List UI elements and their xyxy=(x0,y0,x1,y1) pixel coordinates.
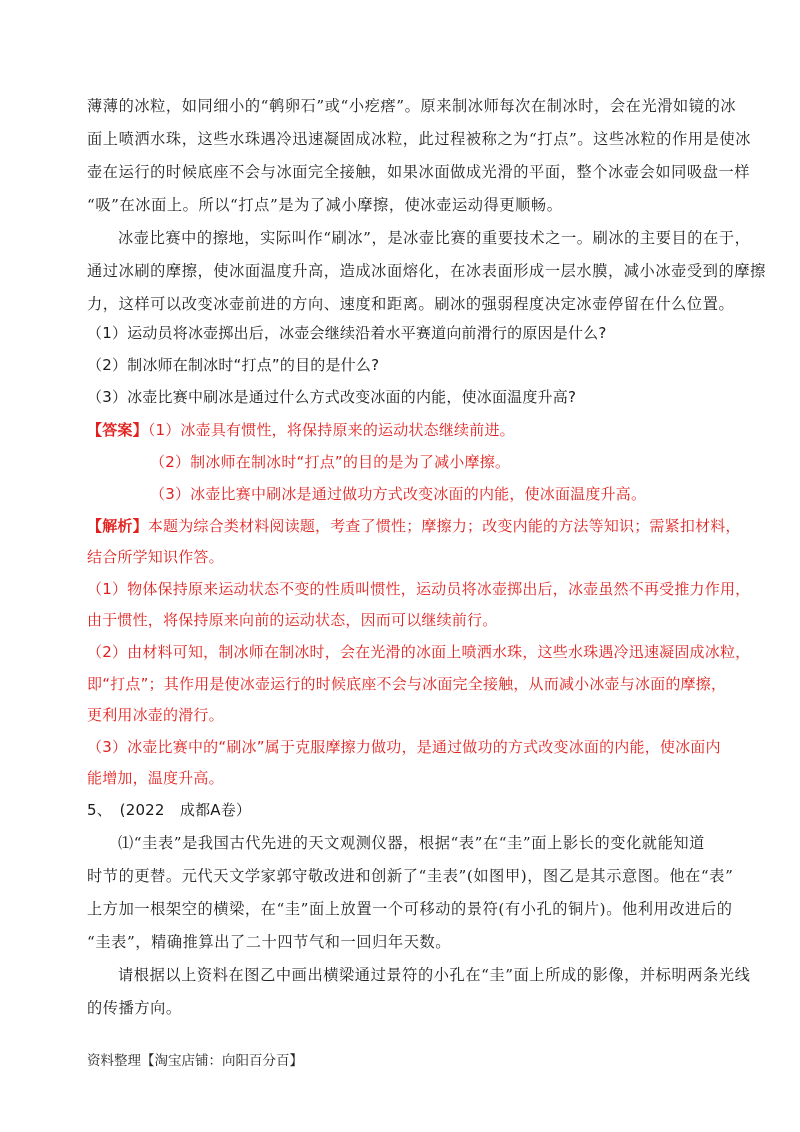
analysis-intro-line: 结合所学知识作答。 xyxy=(87,548,224,566)
passage-line: 通过冰刷的摩擦，使冰面温度升高，造成冰面熔化，在冰表面形成一层水膜，减小冰壶受到的摩擦 xyxy=(87,262,766,280)
q5-instruction-line: 请根据以上资料在图乙中画出横梁通过景符的小孔在“圭”面上所成的影像，并标明两条光线 xyxy=(118,966,751,984)
q5-passage-line: “圭表”，精确推算出了二十四节气和一回归年天数。 xyxy=(87,933,452,951)
q5-instruction-line: 的传播方向。 xyxy=(87,999,182,1017)
page-footer: 资料整理【淘宝店铺：向阳百分百】 xyxy=(87,1053,303,1069)
analysis-block xyxy=(87,515,741,537)
question-3: （3）冰壶比赛中刷冰是通过什么方式改变冰面的内能，使冰面温度升高? xyxy=(87,388,577,406)
passage-line: 冰壶比赛中的擦地，实际叫作“刷冰”，是冰壶比赛的重要技术之一。刷冰的主要目的在于， xyxy=(118,229,751,247)
q5-passage-line: 上方加一根架空的横梁，在“圭”面上放置一个可移动的景符(有小孔的铜片)。他利用改进后的 xyxy=(87,900,733,918)
analysis-part3-line: （3）冰壶比赛中的“刷冰”属于克服摩擦力做功，是通过做功的方式改变冰面的内能，使冰面内 xyxy=(87,738,721,756)
passage-line: 壶在运行的时候底座不会与冰面完全接触，如果冰面做成光滑的平面，整个冰壶会如同吸盘一样 xyxy=(87,163,751,181)
analysis-tag: 【解析】 xyxy=(87,517,148,535)
question-5-header: 5、 (2022 成都A卷） xyxy=(87,801,252,819)
analysis-part1-line: （1）物体保持原来运动状态不变的性质叫惯性，运动员将冰壶掷出后，冰壶虽然不再受推力作用， xyxy=(87,580,751,598)
passage-line: “吸”在冰面上。所以“打点”是为了减小摩擦，使冰壶运动得更顺畅。 xyxy=(87,196,563,214)
analysis-intro-line: 本题为综合类材料阅读题，考查了惯性；摩擦力；改变内能的方法等知识；需紧扣材料， xyxy=(147,517,741,535)
passage-line: 力，这样可以改变冰壶前进的方向、速度和距离。刷冰的强弱程度决定冰壶停留在什么位置。 xyxy=(87,295,735,313)
analysis-part1-line: 由于惯性，将保持原来向前的运动状态，因而可以继续前行。 xyxy=(87,611,498,629)
passage-line: 薄薄的冰粒，如同细小的“鹌卵石”或“小疙瘩”。原来制冰师每次在制冰时，会在光滑如镜的冰 xyxy=(87,97,737,115)
analysis-part3-line: 能增加，温度升高。 xyxy=(87,769,224,787)
question-2: （2）制冰师在制冰时“打点”的目的是什么? xyxy=(87,356,380,374)
analysis-part2-line: 更利用冰壶的滑行。 xyxy=(87,706,224,724)
question-1: （1）运动员将冰壶掷出后，冰壶会继续沿着水平赛道向前滑行的原因是什么? xyxy=(87,324,607,342)
analysis-part2-line: 即“打点”；其作用是使冰壶运行的时候底座不会与冰面完全接触，从而减小冰壶与冰面的摩擦， xyxy=(87,675,727,693)
q5-passage-line: 时节的更替。元代天文学家郭守敬改进和创新了“圭表”(如图甲)，图乙是其示意图。他在“表” xyxy=(87,867,734,885)
answer-item-1: （1）冰壶具有惯性，将保持原来的运动状态继续前进。 xyxy=(147,421,515,439)
answer-block xyxy=(87,419,515,441)
analysis-part2-line: （2）由材料可知，制冰师在制冰时，会在光滑的冰面上喷洒水珠，这些水珠遇冷迅速凝固成冰粒， xyxy=(87,643,751,661)
answer-tag: 【答案】 xyxy=(87,421,148,439)
answer-item-2: （2）制冰师在制冰时“打点”的目的是为了减小摩擦。 xyxy=(150,453,511,471)
q5-passage-line: ⑴“圭表”是我国古代先进的天文观测仪器，根据“表”在“圭”面上影长的变化就能知道 xyxy=(118,834,705,852)
answer-item-3: （3）冰壶比赛中刷冰是通过做功方式改变冰面的内能，使冰面温度升高。 xyxy=(150,485,647,503)
passage-line: 面上喷洒水珠，这些水珠遇冷迅速凝固成冰粒，此过程被称之为“打点”。这些冰粒的作用是使冰 xyxy=(87,130,752,148)
